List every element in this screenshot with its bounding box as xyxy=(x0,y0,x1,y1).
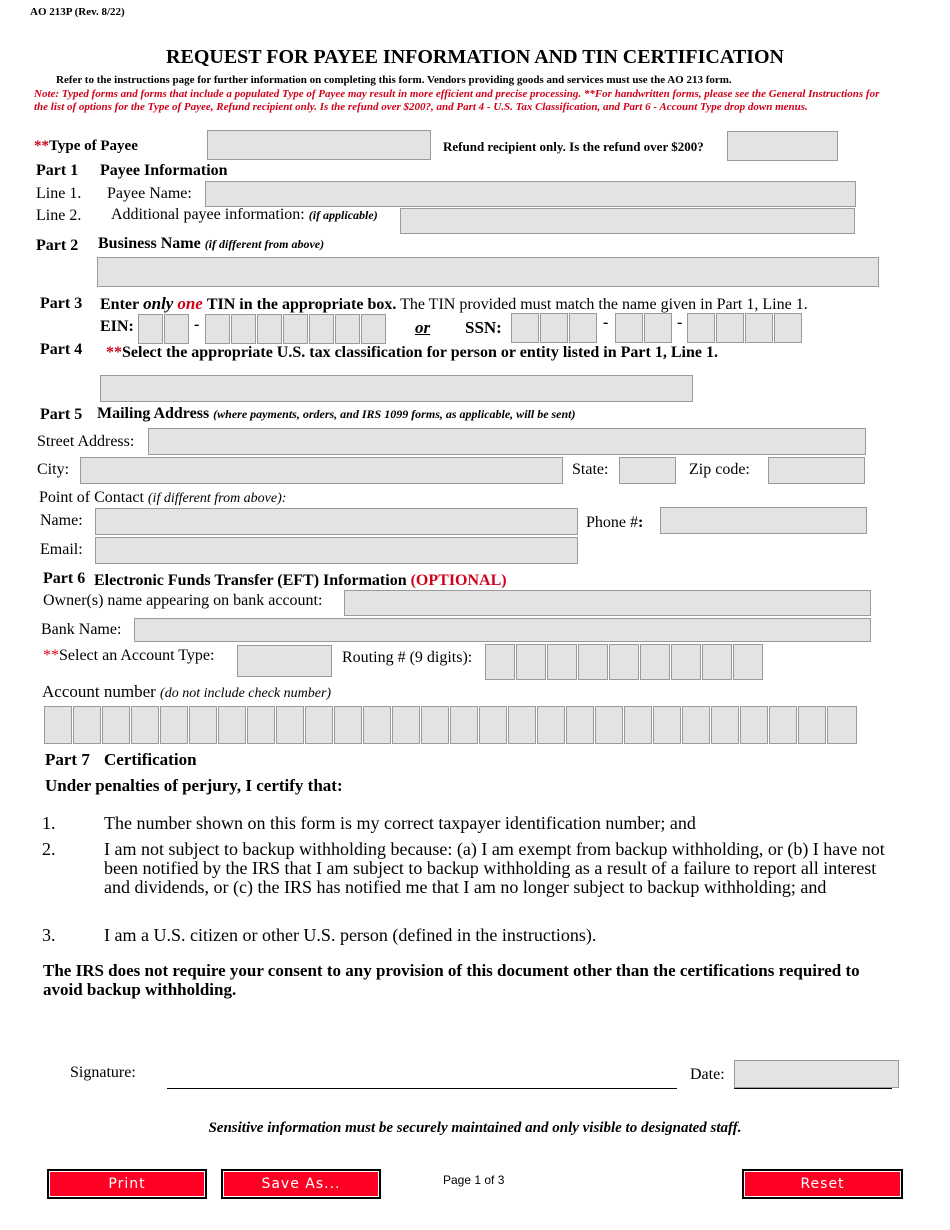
certification-intro: Under penalties of perjury, I certify that: xyxy=(45,776,343,795)
account-digit[interactable] xyxy=(798,706,826,744)
account-digit[interactable] xyxy=(653,706,681,744)
routing-digit[interactable] xyxy=(578,644,608,680)
date-underline xyxy=(734,1088,892,1089)
additional-info-input[interactable] xyxy=(400,208,855,234)
cert-item-number: 1. xyxy=(42,813,56,833)
part5-title: Mailing Address (where payments, orders, and IRS 1099 forms, as applicable, will be sent) xyxy=(97,405,576,422)
poc-label: Point of Contact (if different from above): xyxy=(39,489,287,506)
ssn-digit[interactable] xyxy=(687,313,715,343)
ein-digit[interactable] xyxy=(283,314,308,344)
cert-item-number: 2. xyxy=(42,839,56,859)
ein-digit[interactable] xyxy=(309,314,334,344)
routing-digit[interactable] xyxy=(671,644,701,680)
date-label: Date: xyxy=(690,1066,725,1083)
part1-number: Part 1 xyxy=(36,162,79,179)
account-digit[interactable] xyxy=(363,706,391,744)
account-digit[interactable] xyxy=(450,706,478,744)
ein-digit[interactable] xyxy=(335,314,360,344)
additional-info-label: Additional payee information: (if applicable) xyxy=(111,206,378,223)
refund-question-label: Refund recipient only. Is the refund over $200? xyxy=(443,139,704,154)
part3-number: Part 3 xyxy=(40,295,83,312)
part7-title: Certification xyxy=(104,750,197,769)
account-digit[interactable] xyxy=(827,706,857,744)
date-input[interactable] xyxy=(734,1060,899,1088)
account-digit[interactable] xyxy=(334,706,362,744)
account-digit[interactable] xyxy=(131,706,159,744)
ssn-digit[interactable] xyxy=(716,313,744,343)
state-label: State: xyxy=(572,461,609,478)
street-label: Street Address: xyxy=(37,433,135,450)
part2-number: Part 2 xyxy=(36,237,79,254)
ein-digit[interactable] xyxy=(164,314,189,344)
note-text: Note: Typed forms and forms that include a populated Type of Payee may result in more efficient and precise processing. **For handwritten forms, please see the General Instructions for the list of options for the Type of Payee, Refund recipient only. Is the refund over $200?, and Part 4 - U.S. Tax Classification, and Part 6 - Account Type drop down menus. xyxy=(34,88,880,113)
part3-instruction: Enter only one TIN in the appropriate box. The TIN provided must match the name given in Part 1, Line 1. xyxy=(100,294,808,313)
account-digit[interactable] xyxy=(218,706,246,744)
part1-title: Payee Information xyxy=(100,162,228,179)
payee-name-label: Payee Name: xyxy=(107,185,192,202)
account-digit[interactable] xyxy=(305,706,333,744)
part5-number: Part 5 xyxy=(40,406,83,423)
ssn-label: SSN: xyxy=(465,318,502,337)
account-digit[interactable] xyxy=(276,706,304,744)
zip-label: Zip code: xyxy=(689,461,750,478)
ssn-digit[interactable] xyxy=(569,313,597,343)
state-input[interactable] xyxy=(619,457,676,484)
ssn-digit[interactable] xyxy=(644,313,672,343)
ein-label: EIN: xyxy=(100,318,134,335)
consent-statement: The IRS does not require your consent to any provision of this document other than the certifications required to avoid backup withholding. xyxy=(43,961,860,999)
name-label: Name: xyxy=(40,512,83,529)
reset-button[interactable]: Reset xyxy=(744,1171,901,1197)
ssn-digit[interactable] xyxy=(774,313,802,343)
payee-name-input[interactable] xyxy=(205,181,856,207)
signature-label: Signature: xyxy=(70,1064,136,1081)
signature-line[interactable] xyxy=(167,1088,677,1089)
routing-label: Routing # (9 digits): xyxy=(342,649,473,666)
ssn-dash: - xyxy=(677,314,683,331)
account-digit[interactable] xyxy=(247,706,275,744)
phone-input[interactable] xyxy=(660,507,867,534)
print-button[interactable]: Print xyxy=(49,1171,205,1197)
zip-input[interactable] xyxy=(768,457,865,484)
form-id: AO 213P (Rev. 8/22) xyxy=(30,6,125,18)
routing-digit[interactable] xyxy=(640,644,670,680)
routing-digit[interactable] xyxy=(485,644,515,680)
owner-name-input[interactable] xyxy=(344,590,871,616)
ein-digit[interactable] xyxy=(361,314,386,344)
form-title: REQUEST FOR PAYEE INFORMATION AND TIN CERTIFICATION xyxy=(166,46,784,68)
routing-digit[interactable] xyxy=(609,644,639,680)
part4-number: Part 4 xyxy=(40,341,83,358)
payee-type-select[interactable] xyxy=(207,130,431,160)
account-digit[interactable] xyxy=(566,706,594,744)
sensitive-notice: Sensitive information must be securely maintained and only visible to designated staff. xyxy=(208,1120,742,1136)
cert-item-text: The number shown on this form is my correct taxpayer identification number; and xyxy=(104,813,696,833)
line1-number: Line 1. xyxy=(36,185,82,202)
instructions-text: Refer to the instructions page for further information on completing this form. Vendors providing goods and services must use the AO 213 form. xyxy=(56,74,732,86)
account-digit[interactable] xyxy=(44,706,72,744)
ssn-digit[interactable] xyxy=(615,313,643,343)
account-type-label: **Select an Account Type: xyxy=(43,647,215,664)
account-digit[interactable] xyxy=(537,706,565,744)
routing-digit[interactable] xyxy=(702,644,732,680)
payee-type-label: **Type of Payee xyxy=(34,138,138,154)
city-label: City: xyxy=(37,461,70,478)
cert-item-number: 3. xyxy=(42,925,56,945)
part2-title: Business Name (if different from above) xyxy=(98,235,325,252)
part7-number: Part 7 xyxy=(45,750,90,769)
part4-title: **Select the appropriate U.S. tax classification for person or entity listed in Part 1, Line 1. xyxy=(106,344,718,361)
account-digit[interactable] xyxy=(421,706,449,744)
account-digit[interactable] xyxy=(595,706,623,744)
email-input[interactable] xyxy=(95,537,578,564)
account-digit[interactable] xyxy=(160,706,188,744)
save-as-button[interactable]: Save As... xyxy=(223,1171,379,1197)
city-input[interactable] xyxy=(80,457,563,484)
account-digit[interactable] xyxy=(624,706,652,744)
street-input[interactable] xyxy=(148,428,866,455)
ein-dash: - xyxy=(194,316,200,333)
account-type-select[interactable] xyxy=(237,645,332,677)
part6-number: Part 6 xyxy=(43,570,86,587)
contact-name-input[interactable] xyxy=(95,508,578,535)
routing-digit[interactable] xyxy=(547,644,577,680)
bank-name-label: Bank Name: xyxy=(41,621,122,638)
account-digit[interactable] xyxy=(392,706,420,744)
phone-label: Phone #: xyxy=(586,514,644,531)
email-label: Email: xyxy=(40,541,83,558)
part6-title: Electronic Funds Transfer (EFT) Information (OPTIONAL) xyxy=(94,572,507,589)
ssn-dash: - xyxy=(603,314,609,331)
ein-digit[interactable] xyxy=(257,314,282,344)
ssn-digit[interactable] xyxy=(511,313,539,343)
account-digit[interactable] xyxy=(508,706,536,744)
ein-digit[interactable] xyxy=(231,314,256,344)
account-digit[interactable] xyxy=(102,706,130,744)
ssn-digit[interactable] xyxy=(745,313,773,343)
business-name-input[interactable] xyxy=(97,257,879,287)
account-digit[interactable] xyxy=(682,706,710,744)
account-digit[interactable] xyxy=(479,706,507,744)
bank-name-input[interactable] xyxy=(134,618,871,642)
cert-item-text: I am not subject to backup withholding because: (a) I am exempt from backup withholding, or (b) I have not been notified by the IRS that I am subject to backup withholding as a result of a failure to report all interest and dividends, or (c) the IRS has notified me that I am no longer subject to backup withholding; and xyxy=(104,839,885,897)
ein-digit[interactable] xyxy=(205,314,230,344)
routing-digit[interactable] xyxy=(516,644,546,680)
account-digit[interactable] xyxy=(73,706,101,744)
line2-number: Line 2. xyxy=(36,207,82,224)
account-digit[interactable] xyxy=(740,706,768,744)
owner-name-label: Owner(s) name appearing on bank account: xyxy=(43,592,323,609)
page-indicator: Page 1 of 3 xyxy=(443,1173,505,1187)
ein-digit[interactable] xyxy=(138,314,163,344)
tax-classification-select[interactable] xyxy=(100,375,693,402)
ssn-digit[interactable] xyxy=(540,313,568,343)
account-number-label: Account number (do not include check number) xyxy=(42,682,332,701)
account-digit[interactable] xyxy=(769,706,797,744)
account-digit[interactable] xyxy=(189,706,217,744)
refund-select[interactable] xyxy=(727,131,838,161)
or-separator: or xyxy=(415,318,431,337)
routing-digit[interactable] xyxy=(733,644,763,680)
account-digit[interactable] xyxy=(711,706,739,744)
cert-item-text: I am a U.S. citizen or other U.S. person (defined in the instructions). xyxy=(104,925,597,945)
